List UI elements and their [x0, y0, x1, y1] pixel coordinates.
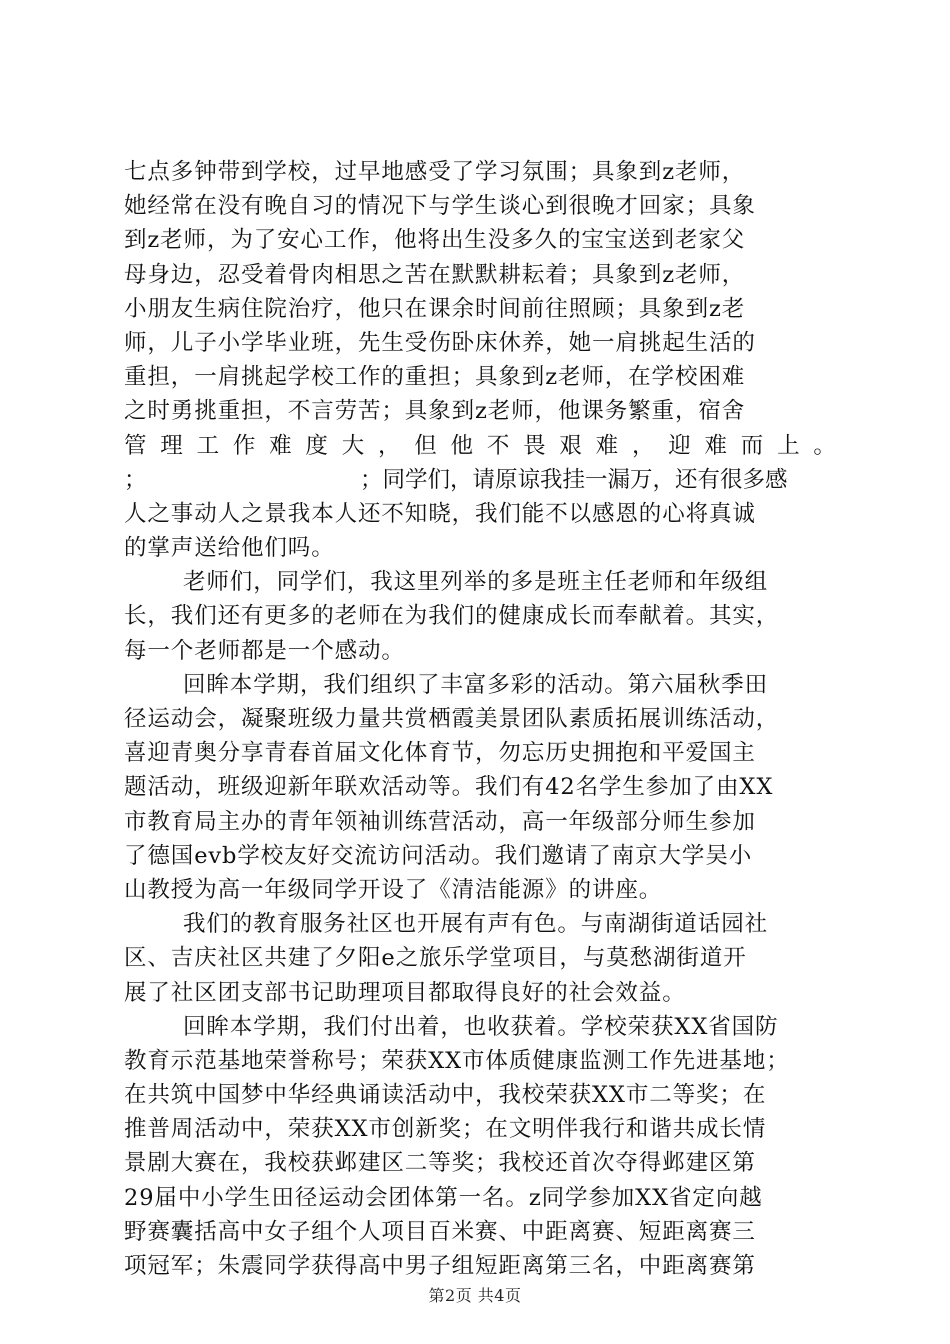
text-line: 展了社区团支部书记助理项目都取得良好的社会效益。	[124, 979, 686, 1006]
text-line: 在共筑中国梦中华经典诵读活动中，我校荣获XX市二等奖；在	[124, 1082, 767, 1109]
text-line: 了德国evb学校友好交流访问活动。我们邀请了南京大学吴小	[124, 842, 753, 869]
text-line: 重担，一肩挑起学校工作的重担；具象到z老师，在学校困难	[124, 364, 746, 391]
text-line: 教育示范基地荣誉称号；荣获XX市体质健康监测工作先进基地；	[124, 1047, 790, 1074]
text-line: 母身边，忍受着骨肉相思之苦在默默耕耘着；具象到z老师，	[124, 261, 746, 288]
text-line: 人之事动人之景我本人还不知晓，我们能不以感恩的心将真诚	[124, 500, 756, 527]
text-line: 她经常在没有晚自习的情况下与学生谈心到很晚才回家；具象	[124, 193, 756, 220]
text-line: 到z老师，为了安心工作，他将出生没多久的宝宝送到老家父	[124, 227, 746, 254]
text-line: 推普周活动中，荣获XX市创新奖；在文明伴我行和谐共成长情	[124, 1116, 767, 1143]
paragraph-first-line: 我们的教育服务社区也开展有声有色。与南湖街道话园社	[183, 911, 769, 938]
text-line: 区、吉庆社区共建了夕阳e之旅乐学堂项目，与莫愁湖街道开	[124, 945, 747, 972]
text-line: 野赛囊括高中女子组个人项目百米赛、中距离赛、短距离赛三	[124, 1218, 756, 1245]
text-line: 小朋友生病住院治疗，他只在课余时间前往照顾；具象到z老	[124, 295, 746, 322]
text-line: 项冠军；朱震同学获得高中男子组短距离第三名，中距离赛第	[124, 1253, 756, 1279]
text-line: 七点多钟带到学校，过早地感受了学习氛围；具象到z老师，	[124, 159, 746, 185]
text-line: 题活动，班级迎新年联欢活动等。我们有42名学生参加了由XX	[124, 774, 774, 801]
paragraph-first-line: 老师们，同学们，我这里列举的多是班主任老师和年级组	[183, 569, 769, 596]
justified-text-line: 管 理 工 作 难 度 大 ， 但 他 不 畏 艰 难 ， 迎 难 而 上 。	[124, 432, 836, 459]
text-line: 之时勇挑重担，不言劳苦；具象到z老师，他课务繁重，宿舍	[124, 398, 746, 425]
text-line: 喜迎青奥分享青春首届文化体育节，勿忘历史拥抱和平爱国主	[124, 740, 756, 767]
text-line: 山教授为高一年级同学开设了《清洁能源》的讲座。	[124, 876, 663, 903]
paragraph-first-line: 回眸本学期，我们付出着，也收获着。学校荣获XX省国防	[183, 1013, 779, 1040]
text-line: 29届中小学生田径运动会团体第一名。z同学参加XX省定向越	[124, 1184, 763, 1211]
page-footer: 第2页 共4页	[428, 1286, 522, 1305]
text-line: 景剧大赛在，我校获邺建区二等奖；我校还首次夺得邺建区第	[124, 1150, 756, 1177]
text-line: 长，我们还有更多的老师在为我们的健康成长而奉献着。其实，	[124, 603, 780, 630]
text-line: ； ；同学们，请原谅我挂一漏万，还有很多感	[124, 466, 788, 493]
text-line: 市教育局主办的青年领袖训练营活动，高一年级部分师生参加	[124, 808, 756, 835]
text-line: 的掌声送给他们吗。	[124, 535, 335, 562]
text-line: 每一个老师都是一个感动。	[124, 637, 405, 664]
body-text	[124, 155, 836, 1283]
paragraph-first-line: 回眸本学期，我们组织了丰富多彩的活动。第六届秋季田	[183, 671, 769, 698]
text-line: 径运动会，凝聚班级力量共赏栖霞美景团队素质拓展训练活动，	[124, 706, 780, 732]
text-line: 师，儿子小学毕业班，先生受伤卧床休养，她一肩挑起生活的	[124, 329, 756, 356]
